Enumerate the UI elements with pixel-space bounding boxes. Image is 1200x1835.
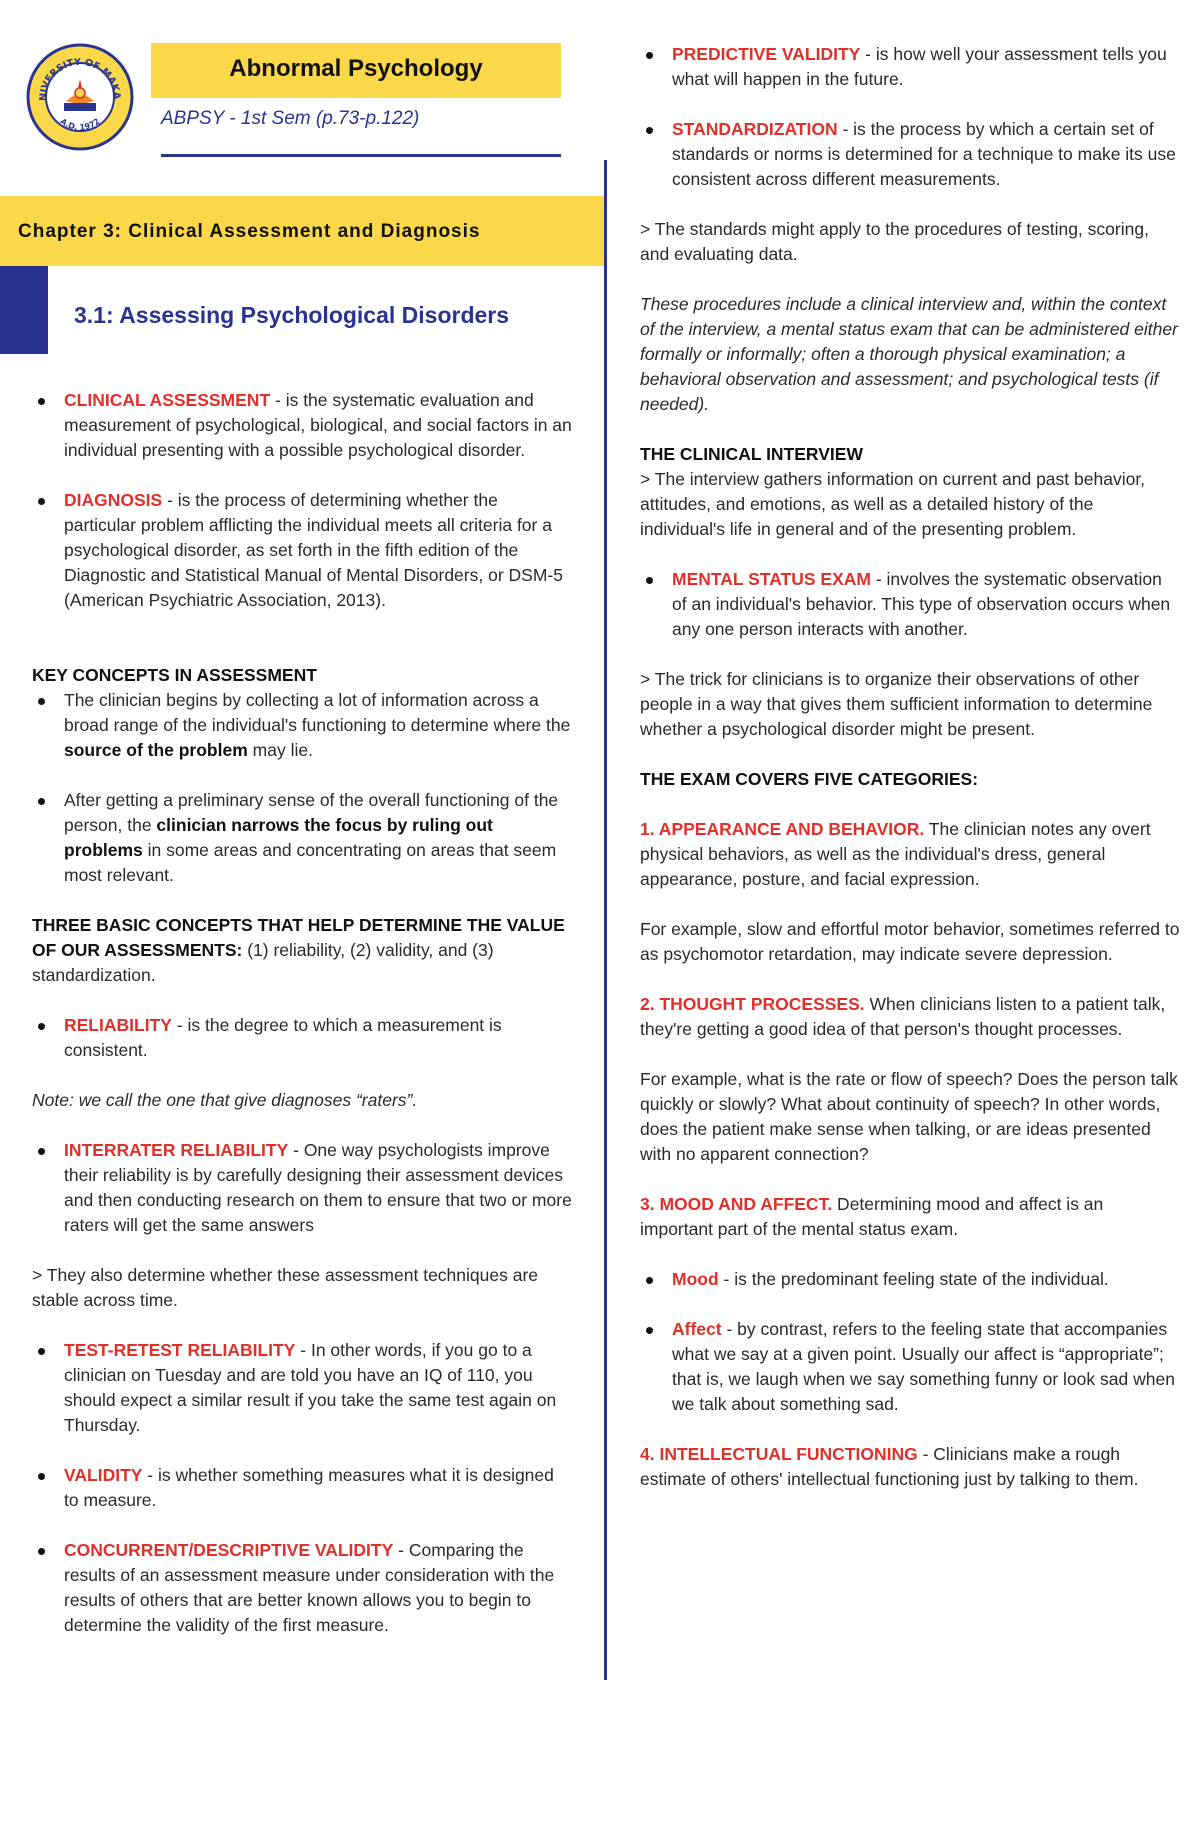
def-mse: - involves the systematic observation of an individual's behavior. This type of observation occurs when any one person interacts with another. bbox=[672, 569, 1171, 639]
mental-status-exam-item bbox=[640, 567, 1180, 642]
category-2 bbox=[640, 992, 1180, 1042]
term-validity: VALIDITY bbox=[64, 1465, 143, 1485]
def-cat2: When clinicians listen to a patient talk, they're getting a good idea of that person's thought processes. bbox=[640, 994, 1166, 1039]
key-concepts-heading: KEY CONCEPTS IN ASSESSMENT bbox=[32, 665, 317, 685]
mood-item bbox=[640, 1267, 1180, 1292]
stable-paragraph: > They also determine whether these assessment techniques are stable across time. bbox=[32, 1265, 539, 1310]
term-mood: Mood bbox=[672, 1269, 719, 1289]
category-1-example: For example, slow and effortful motor behavior, sometimes referred to as psychomotor retardation, may indicate severe depression. bbox=[640, 919, 1180, 964]
def-reliability: - is the degree to which a measurement is consistent. bbox=[64, 1015, 502, 1060]
term-diagnosis: DIAGNOSIS bbox=[64, 490, 163, 510]
test-retest-item bbox=[32, 1338, 572, 1438]
kc1-a: The clinician begins by collecting a lot of information across a broad range of the individual's functioning to determine where the bbox=[64, 690, 571, 735]
category-4 bbox=[640, 1442, 1180, 1492]
category-1 bbox=[640, 817, 1180, 892]
kc2-b: clinician narrows the focus by ruling out problems bbox=[64, 815, 493, 860]
kc1-b: source of the problem bbox=[64, 740, 248, 760]
raters-note: Note: we call the one that give diagnoses “raters”. bbox=[32, 1090, 418, 1110]
def-diagnosis: - is the process of determining whether the particular problem afflicting the individual meets all criteria for a psychological disorder, as set forth in the fifth edition of the Diagnostic and Statistical Manual of Mental Disorders, or DSM-5 (American Psychiatric Association, 2013). bbox=[64, 490, 563, 610]
term-standardization: STANDARDIZATION bbox=[672, 119, 838, 139]
trick-paragraph: > The trick for clinicians is to organize their observations of other people in a way that gives them sufficient information to determine whether a psychological disorder might be present. bbox=[640, 669, 1153, 739]
logo-text-top: NIVERSITY OF MAKA bbox=[37, 56, 123, 102]
header-underline bbox=[161, 154, 561, 157]
term-concurrent: CONCURRENT/DESCRIPTIVE VALIDITY bbox=[64, 1540, 394, 1560]
section-title: 3.1: Assessing Psychological Disorders bbox=[74, 302, 510, 328]
right-column bbox=[640, 42, 1180, 1492]
course-title: Abnormal Psychology bbox=[229, 55, 483, 82]
validity-item bbox=[32, 1463, 572, 1513]
term-cat4: 4. INTELLECTUAL FUNCTIONING bbox=[640, 1444, 918, 1464]
term-cat1: 1. APPEARANCE AND BEHAVIOR. bbox=[640, 819, 925, 839]
def-predictive: - is how well your assessment tells you what will happen in the future. bbox=[672, 44, 1167, 89]
term-reliability: RELIABILITY bbox=[64, 1015, 172, 1035]
standards-paragraph: > The standards might apply to the procedures of testing, scoring, and evaluating data. bbox=[640, 219, 1149, 264]
predictive-validity-item bbox=[640, 42, 1180, 92]
section-accent-bar bbox=[0, 266, 48, 354]
reliability-item bbox=[32, 1013, 572, 1063]
clinical-interview-text: > The interview gathers information on current and past behavior, attitudes, and emotions, as well as a detailed history of the individual's life in general and of the presenting problem. bbox=[640, 469, 1146, 539]
diagnosis-item bbox=[32, 488, 572, 613]
clinical-assessment-item bbox=[32, 388, 572, 463]
kc2-a: After getting a preliminary sense of the overall functioning of the person, the bbox=[64, 790, 559, 835]
category-3 bbox=[640, 1192, 1180, 1242]
clinical-interview-heading: THE CLINICAL INTERVIEW bbox=[640, 444, 863, 464]
university-logo bbox=[26, 43, 134, 151]
interrater-item bbox=[32, 1138, 572, 1238]
term-interrater: INTERRATER RELIABILITY bbox=[64, 1140, 289, 1160]
three-concepts-paragraph bbox=[32, 913, 572, 988]
affect-item bbox=[640, 1317, 1180, 1417]
def-cat4: - Clinicians make a rough estimate of others' intellectual functioning just by talking to them. bbox=[640, 1444, 1139, 1489]
logo-text-bottom: A.D. 1972 bbox=[58, 116, 102, 133]
term-cat3: 3. MOOD AND AFFECT. bbox=[640, 1194, 833, 1214]
chapter-title: Chapter 3: Clinical Assessment and Diagnosis bbox=[18, 221, 481, 242]
term-predictive: PREDICTIVE VALIDITY bbox=[672, 44, 861, 64]
term-test-retest: TEST-RETEST RELIABILITY bbox=[64, 1340, 296, 1360]
course-subtitle: ABPSY - 1st Sem (p.73-p.122) bbox=[161, 108, 420, 129]
category-2-example: For example, what is the rate or flow of speech? Does the person talk quickly or slowly? What about continuity of speech? In other words, does the patient make sense when talking, or are ideas presented with no apparent connection? bbox=[640, 1069, 1178, 1164]
term-cat2: 2. THOUGHT PROCESSES. bbox=[640, 994, 865, 1014]
concurrent-validity-item bbox=[32, 1538, 572, 1638]
def-cat1: The clinician notes any overt physical behaviors, as well as the individual's dress, general appearance, posture, and facial expression. bbox=[640, 819, 1151, 889]
def-concurrent: - Comparing the results of an assessment measure under consideration with the results of others that are better known allows you to begin to determine the validity of the first measure. bbox=[64, 1540, 555, 1635]
standardization-item bbox=[640, 117, 1180, 192]
def-validity: - is whether something measures what it is designed to measure. bbox=[64, 1465, 554, 1510]
def-affect: - by contrast, refers to the feeling state that accompanies what we say at a given point. Usually our affect is “appropriate”; that is, we laugh when we say something funny or look sad when we talk about something sad. bbox=[672, 1319, 1175, 1414]
left-column bbox=[32, 388, 572, 1638]
procedures-paragraph: These procedures include a clinical interview and, within the context of the interview, a mental status exam that can be administered either formally or informally; often a thorough physical examination; a behavioral observation and assessment; and psychological tests (if needed). bbox=[640, 294, 1178, 414]
column-divider bbox=[604, 160, 607, 1680]
key-concept-item bbox=[32, 688, 572, 763]
key-concept-item bbox=[32, 788, 572, 888]
def-interrater: - One way psychologists improve their reliability is by carefully designing their assessment devices and then conducting research on them to ensure that two or more raters will get the same answers bbox=[64, 1140, 572, 1235]
exam-categories-heading: THE EXAM COVERS FIVE CATEGORIES: bbox=[640, 769, 979, 789]
three-concepts-heading: THREE BASIC CONCEPTS THAT HELP DETERMINE THE VALUE OF OUR ASSESSMENTS: bbox=[32, 915, 565, 960]
term-mse: MENTAL STATUS EXAM bbox=[672, 569, 871, 589]
term-clinical-assessment: CLINICAL ASSESSMENT bbox=[64, 390, 271, 410]
kc2-c: in some areas and concentrating on areas that seem most relevant. bbox=[64, 840, 557, 885]
def-clinical-assessment: - is the systematic evaluation and measurement of psychological, biological, and social factors in an individual presenting with a possible psychological disorder. bbox=[64, 390, 572, 460]
def-mood: - is the predominant feeling state of the individual. bbox=[718, 1269, 1109, 1289]
def-cat3: Determining mood and affect is an important part of the mental status exam. bbox=[640, 1194, 1104, 1239]
three-concepts-rest: (1) reliability, (2) validity, and (3) standardization. bbox=[32, 940, 494, 985]
term-affect: Affect bbox=[672, 1319, 722, 1339]
def-test-retest: - In other words, if you go to a clinician on Tuesday and are told you have an IQ of 110, you should expect a similar result if you take the same test again on Thursday. bbox=[64, 1340, 557, 1435]
def-standardization: - is the process by which a certain set of standards or norms is determined for a technique to make its use consistent across different measurements. bbox=[672, 119, 1176, 189]
kc1-c: may lie. bbox=[247, 740, 313, 760]
